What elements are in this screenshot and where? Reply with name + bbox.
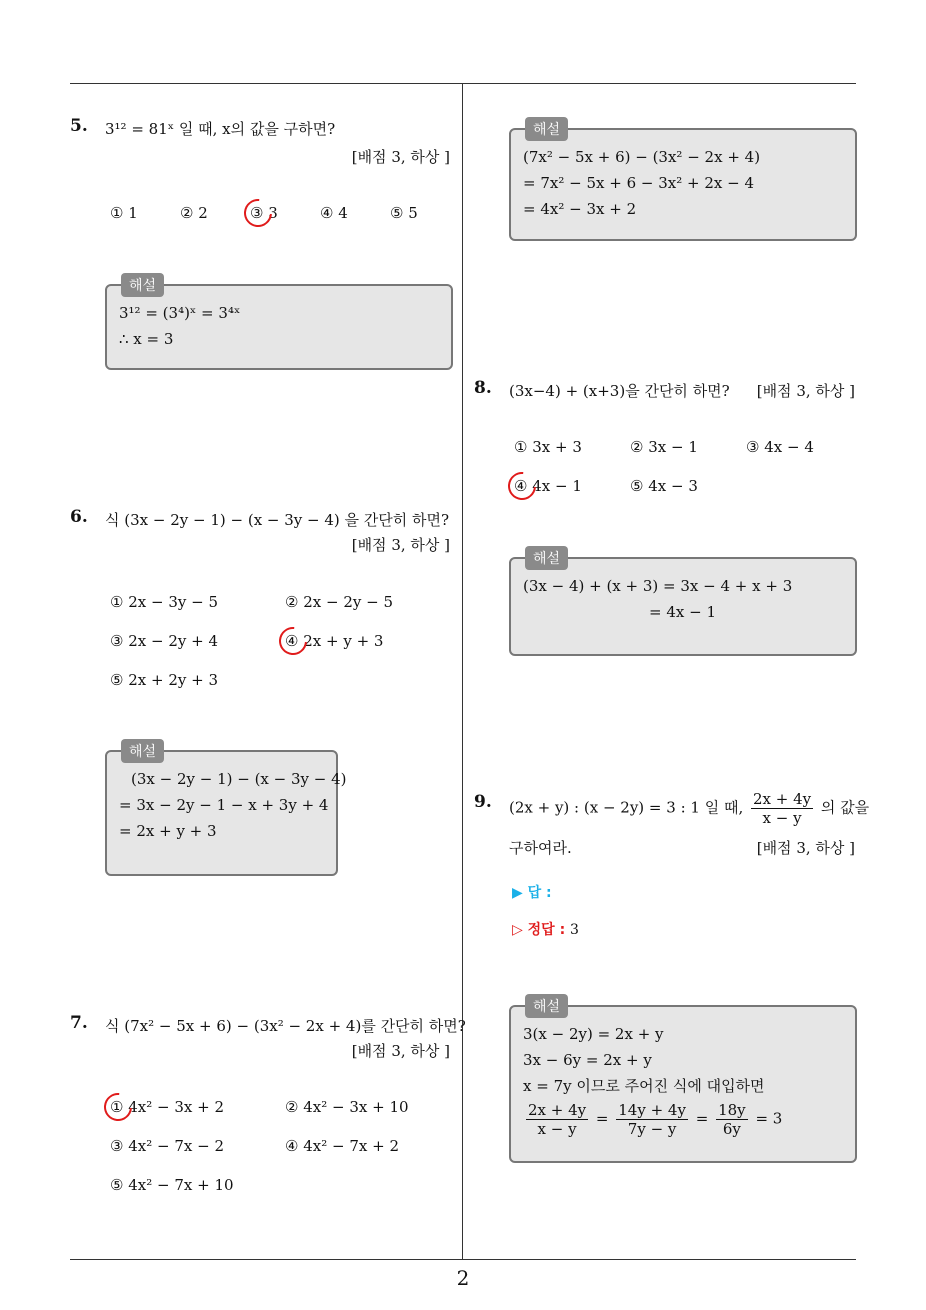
q9-solution-box	[509, 999, 857, 1163]
q9-text	[509, 790, 869, 827]
solution-line: ∴ x = 3	[119, 330, 174, 348]
solution-line: (3x − 2y − 1) − (x − 3y − 4)	[131, 770, 347, 788]
q8-number: 8.	[474, 378, 492, 398]
q9-correct-answer	[512, 919, 579, 939]
selected-answer-mark: ④ 2x + y + 3	[285, 632, 384, 650]
q8-choice-1[interactable]: ① 3x + 3	[514, 438, 582, 456]
selected-answer-mark: ③ 3	[250, 204, 278, 222]
solution-tag: 해설	[121, 739, 164, 763]
solution-tag: 해설	[525, 117, 568, 141]
q5-text: 3¹² = 81ˣ 일 때, x의 값을 구하면?	[105, 120, 336, 138]
solution-line: = 2x + y + 3	[119, 822, 217, 840]
bottom-rule	[70, 1259, 856, 1260]
fraction: $\frac{2x + 4y}{x - y}$	[528, 1101, 587, 1138]
selected-answer-mark: ① 4x² − 3x + 2	[110, 1098, 224, 1116]
q6-choice-1[interactable]: ① 2x − 3y − 5	[110, 593, 218, 611]
solution-line: x = 7y 이므로 주어진 식에 대입하면	[523, 1077, 765, 1095]
solution-tag: 해설	[525, 994, 568, 1018]
q7-solution-box	[509, 122, 857, 241]
q9-text-c: 구하여라.	[509, 839, 572, 857]
q7-choice-4[interactable]: ④ 4x² − 7x + 2	[285, 1137, 399, 1155]
q5-solution-box	[105, 278, 453, 370]
q6-number: 6.	[70, 507, 88, 527]
fraction: $\frac{18y}{6y}$	[718, 1101, 746, 1138]
column-divider	[462, 83, 463, 1259]
q6-choice-2[interactable]: ② 2x − 2y − 5	[285, 593, 393, 611]
fraction: $\frac{14y + 4y}{7y - y}$	[618, 1101, 686, 1138]
q9-text-a: (2x + y) : (x − 2y) = 3 : 1 일 때,	[509, 798, 744, 817]
q8-choice-4[interactable]	[514, 477, 590, 495]
q6-solution-box	[105, 744, 347, 876]
correct-answer-value: 3	[570, 922, 579, 938]
q8-meta: [배점 3, 하상 ]	[756, 382, 855, 400]
q8-solution-box	[509, 551, 857, 656]
solution-line: (3x − 4) + (x + 3) = 3x − 4 + x + 3	[523, 577, 793, 595]
q5-choice-3[interactable]	[250, 204, 286, 222]
q6-choice-3[interactable]: ③ 2x − 2y + 4	[110, 632, 218, 650]
q6-text: 식 (3x − 2y − 1) − (x − 3y − 4) 을 간단히 하면?	[105, 511, 450, 529]
q8-choice-2[interactable]: ② 3x − 1	[630, 438, 698, 456]
q5-meta: [배점 3, 하상 ]	[351, 148, 450, 166]
top-rule	[70, 83, 856, 84]
q8-choice-5[interactable]: ⑤ 4x − 3	[630, 477, 698, 495]
q7-choice-3[interactable]: ③ 4x² − 7x − 2	[110, 1137, 224, 1155]
solution-line: = 4x² − 3x + 2	[523, 200, 637, 218]
solution-line: = 7x² − 5x + 6 − 3x² + 2x − 4	[523, 174, 754, 192]
solution-line: 3¹² = (3⁴)ˣ = 3⁴ˣ	[119, 304, 241, 322]
solution-line: = 4x − 1	[649, 603, 716, 621]
q5-number: 5.	[70, 116, 88, 136]
q8-text: (3x−4) + (x+3)을 간단히 하면?	[509, 382, 730, 400]
solution-line: 3(x − 2y) = 2x + y	[523, 1025, 664, 1043]
q9-text-b: 의 값을	[820, 798, 870, 817]
q7-text: 식 (7x² − 5x + 6) − (3x² − 2x + 4)를 간단히 하면?	[105, 1017, 466, 1035]
q5-choice-5[interactable]: ⑤ 5	[390, 204, 418, 222]
solution-line: 3x − 6y = 2x + y	[523, 1051, 652, 1069]
correct-answer-label: ▷ 정답 :	[512, 922, 566, 938]
q5-choice-2[interactable]: ② 2	[180, 204, 208, 222]
q7-choice-5[interactable]: ⑤ 4x² − 7x + 10	[110, 1176, 234, 1194]
fraction-numerator: 2x + 4y	[753, 790, 812, 808]
solution-tag: 해설	[525, 546, 568, 570]
solution-line: (7x² − 5x + 6) − (3x² − 2x + 4)	[523, 148, 761, 166]
q9-fraction	[751, 790, 813, 827]
q9-meta: [배점 3, 하상 ]	[756, 839, 855, 857]
solution-fraction-line: $\frac{2x + 4y}{x - y}$ = $\frac{14y + 4y}{7y - y}$ = $\frac{18y}{6y}$ = 3	[528, 1101, 783, 1138]
q7-number: 7.	[70, 1013, 88, 1033]
q9-answer-label: ▶ 답 :	[512, 885, 552, 901]
q6-choice-4[interactable]	[285, 632, 391, 650]
page-number: 2	[456, 1266, 470, 1290]
q7-choice-1[interactable]	[110, 1098, 232, 1116]
q6-choice-5[interactable]: ⑤ 2x + 2y + 3	[110, 671, 218, 689]
q6-meta: [배점 3, 하상 ]	[351, 536, 450, 554]
solution-line: = 3x − 2y − 1 − x + 3y + 4	[119, 796, 329, 814]
q5-choice-1[interactable]: ① 1	[110, 204, 138, 222]
selected-answer-mark: ④ 4x − 1	[514, 477, 582, 495]
q5-choice-4[interactable]: ④ 4	[320, 204, 348, 222]
fraction-denominator: x − y	[762, 809, 802, 827]
q9-number: 9.	[474, 792, 492, 812]
solution-tag: 해설	[121, 273, 164, 297]
q7-meta: [배점 3, 하상 ]	[351, 1042, 450, 1060]
q7-choice-2[interactable]: ② 4x² − 3x + 10	[285, 1098, 409, 1116]
q8-choice-3[interactable]: ③ 4x − 4	[746, 438, 814, 456]
